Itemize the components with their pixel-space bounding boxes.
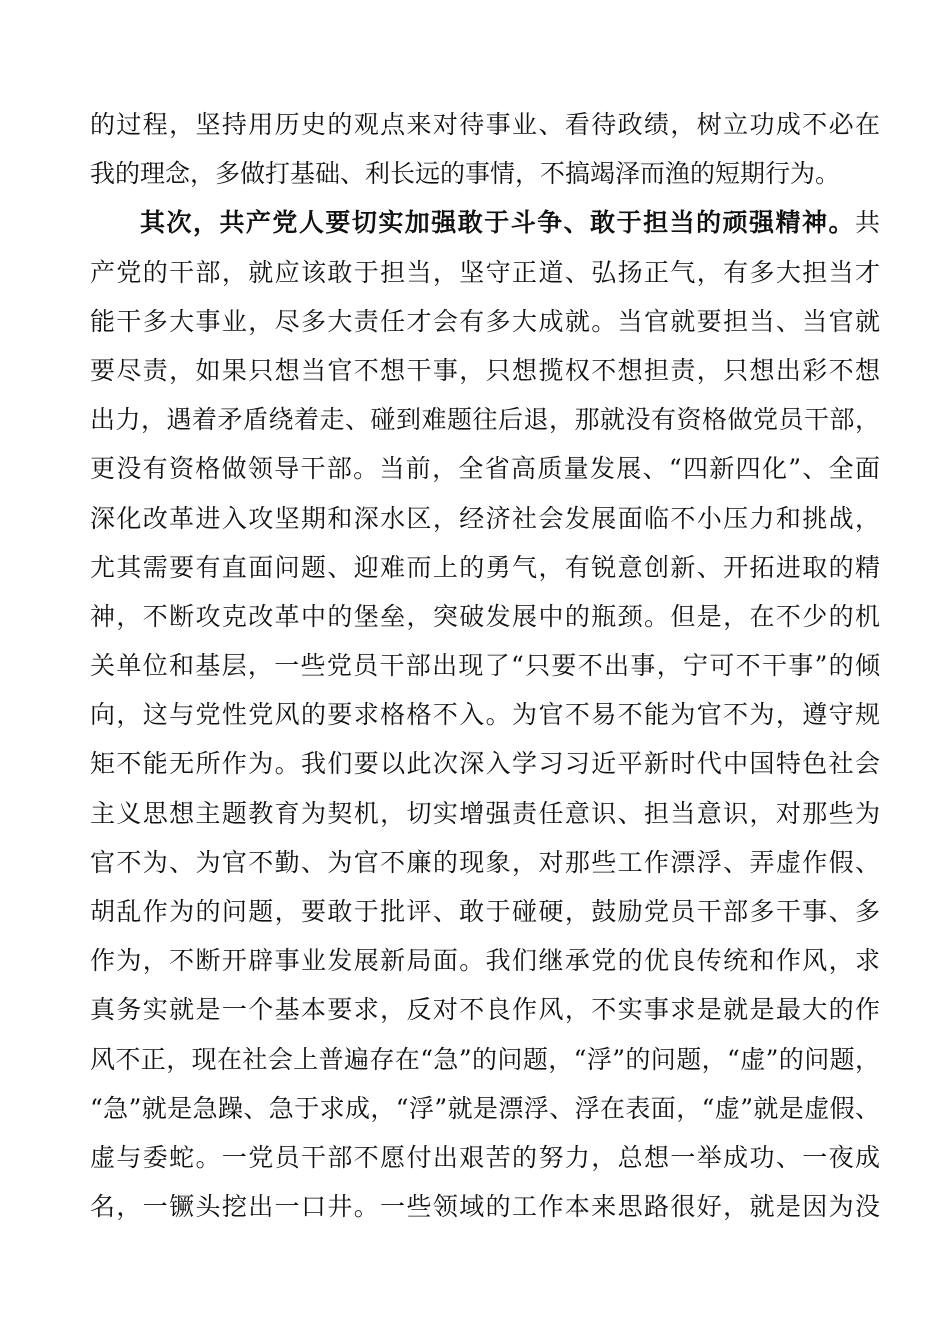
text-line: 胡乱作为的问题，要敢于批评、敢于碰硬，鼓励党员干部多干事、多 (90, 897, 880, 926)
text-line: 更没有资格做领导干部。当前，全省高质量发展、“四新四化”、全面 (90, 454, 880, 484)
text-line: 我的理念，多做打基础、利长远的事情，不搞竭泽而渔的短期行为。 (90, 159, 841, 189)
text-line: 要尽责，如果只想当官不想干事，只想揽权不想担责，只想出彩不想 (90, 355, 880, 385)
text-line: 能干多大事业，尽多大责任才会有多大成就。当官就要担当、当官就 (90, 306, 880, 336)
bold-heading-sentence: 其次，共产党人要切实加强敢于斗争、敢于担当的顽强精神。 (140, 208, 855, 238)
text-line: 虚与委蛇。一党员干部不愿付出艰苦的努力，总想一举成功、一夜成 (90, 1142, 880, 1172)
text-line: 作为，不断开辟事业发展新局面。我们继承党的优良传统和作风，求 (90, 946, 880, 976)
text-line: 向，这与党性党风的要求格格不入。为官不易不能为官不为，遵守规 (90, 700, 880, 730)
text-line: 关单位和基层，一些党员干部出现了“只要不出事，宁可不干事”的倾 (90, 651, 880, 681)
text-line: 名，一镢头挖出一口井。一些领域的工作本来思路很好，就是因为没 (90, 1192, 880, 1222)
text-run: 共 (854, 208, 880, 238)
text-line: 尤其需要有直面问题、迎难而上的勇气，有锐意创新、开拓进取的精 (90, 552, 880, 582)
text-line: 的过程，坚持用历史的观点来对待事业、看待政绩，树立功成不必在 (90, 110, 880, 139)
paragraph-opening-line (90, 198, 880, 247)
text-line: 风不正，现在社会上普遍存在“急”的问题，“浮”的问题，“虚”的问题， (90, 1044, 880, 1074)
body-text (90, 100, 880, 1231)
text-line: 出力，遇着矛盾绕着走、碰到难题往后退，那就没有资格做党员干部， (90, 405, 880, 435)
text-line: “急”就是急躁、急于求成，“浮”就是漂浮、浮在表面，“虚”就是虚假、 (90, 1093, 880, 1123)
text-line: 主义思想主题教育为契机，切实增强责任意识、担当意识，对那些为 (90, 798, 880, 828)
text-line: 真务实就是一个基本要求，反对不良作风，不实事求是就是最大的作 (90, 995, 880, 1025)
text-line: 深化改革进入攻坚期和深水区，经济社会发展面临不小压力和挑战， (90, 503, 880, 533)
text-line: 官不为、为官不勤、为官不廉的现象，对那些工作漂浮、弄虚作假、 (90, 847, 880, 877)
text-line: 产党的干部，就应该敢于担当，坚守正道、弘扬正气，有多大担当才 (90, 257, 880, 287)
text-line: 矩不能无所作为。我们要以此次深入学习习近平新时代中国特色社会 (90, 749, 880, 779)
text-line: 神，不断攻克改革中的堡垒，突破发展中的瓶颈。但是，在不少的机 (90, 601, 880, 631)
